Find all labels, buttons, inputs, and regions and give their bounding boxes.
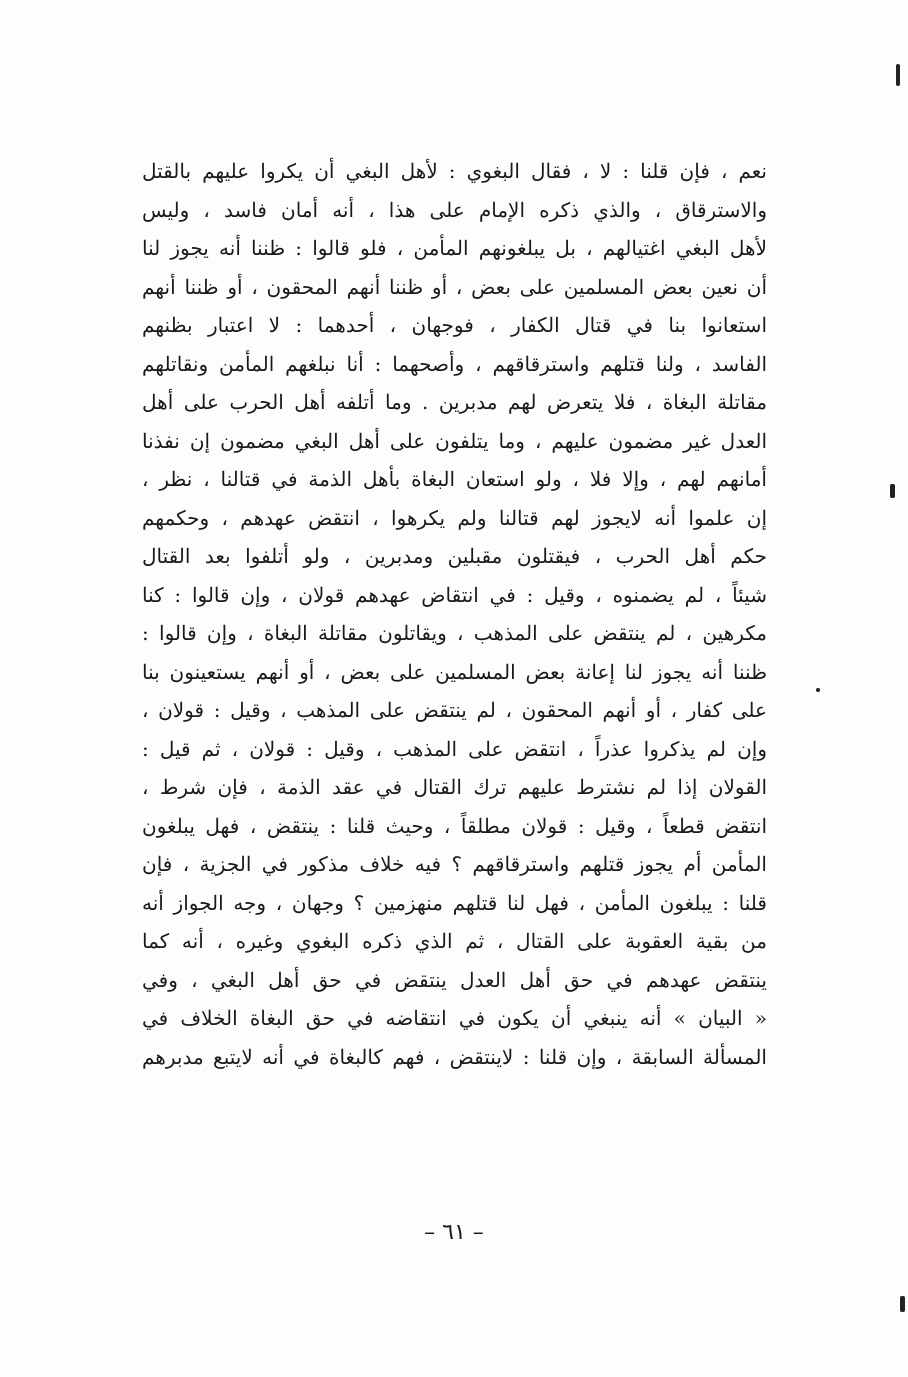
text-line: شيئاً ، لم يضمنوه ، وقيل : في انتقاض عهدهم قولان ، وإن قالوا : كنا xyxy=(142,582,767,607)
scan-speck xyxy=(890,484,895,498)
text-line: وإن لم يذكروا عذراً ، انتقض على المذهب ، وقيل : قولان ، ثم قيل : xyxy=(142,736,767,761)
text-line: أن نعين بعض المسلمين على بعض ، أو ظننا أنهم المحقون ، أو ظننا أنهم xyxy=(142,274,767,299)
text-line: القولان إذا لم نشترط عليهم ترك القتال في عقد الذمة ، فإن شرط ، xyxy=(142,775,767,799)
text-line: حكم أهل الحرب ، فيقتلون مقبلين ومدبرين ، ولو أتلفوا بعد القتال xyxy=(142,544,767,568)
body-text xyxy=(142,152,767,1076)
scan-speck xyxy=(816,688,820,692)
page-number: – ٦١ – xyxy=(424,1220,484,1245)
scan-speck xyxy=(896,64,900,86)
text-line: من بقية العقوبة على القتال ، ثم الذي ذكره البغوي وغيره ، أنه كما xyxy=(142,929,767,953)
text-line: العدل غير مضمون عليهم ، وما يتلفون على أهل البغي مضمون إن نفذنا xyxy=(142,428,767,453)
scan-speck xyxy=(900,1296,905,1312)
text-line: لأهل البغي اغتيالهم ، بل يبلغونهم المأمن ، فلو قالوا : ظننا أنه يجوز لنا xyxy=(142,236,767,260)
text-line: استعانوا بنا في قتال الكفار ، فوجهان ، أحدهما : لا اعتبار بظنهم xyxy=(142,313,767,337)
text-line: مقاتلة البغاة ، فلا يتعرض لهم مدبرين . وما أتلفه أهل الحرب على أهل xyxy=(142,390,767,414)
text-line: إن علموا أنه لايجوز لهم قتالنا ولم يكرهوا ، انتقض عهدهم ، وحكمهم xyxy=(142,505,767,530)
text-line: على كفار ، أو أنهم المحقون ، لم ينتقض على المذهب ، وقيل : قولان ، xyxy=(142,698,767,722)
text-line: نعم ، فإن قلنا : لا ، فقال البغوي : لأهل البغي أن يكروا عليهم بالقتل xyxy=(142,159,767,183)
text-line: « البيان » أنه ينبغي أن يكون في انتقاضه في حق البغاة الخلاف في xyxy=(142,1006,767,1030)
text-line: والاسترقاق ، والذي ذكره الإمام على هذا ، أنه أمان فاسد ، وليس xyxy=(142,197,767,222)
text-line: أمانهم لهم ، وإلا فلا ، ولو استعان البغاة بأهل الذمة في قتالنا ، نظر ، xyxy=(142,467,767,491)
text-line: مكرهين ، لم ينتقض على المذهب ، ويقاتلون مقاتلة البغاة ، وإن قالوا : xyxy=(142,621,767,645)
text-line: ينتقض عهدهم في حق أهل العدل ينتقض في حق أهل البغي ، وفي xyxy=(142,967,767,992)
text-line: المسألة السابقة ، وإن قلنا : لاينتقض ، فهم كالبغاة في أنه لايتبع مدبرهم xyxy=(142,1044,767,1069)
text-line: قلنا : يبلغون المأمن ، فهل لنا قتلهم منهزمين ؟ وجهان ، وجه الجواز أنه xyxy=(142,890,767,915)
text-line: المأمن أم يجوز قتلهم واسترقاقهم ؟ فيه خلاف مذكور في الجزية ، فإن xyxy=(142,852,767,876)
text-line: ظننا أنه يجوز لنا إعانة بعض المسلمين على بعض ، أو أنهم يستعينون بنا xyxy=(142,659,767,684)
text-line: الفاسد ، ولنا قتلهم واسترقاقهم ، وأصحهما : أنا نبلغهم المأمن ونقاتلهم xyxy=(142,351,767,376)
text-line: انتقض قطعاً ، وقيل : قولان مطلقاً ، وحيث قلنا : ينتقض ، فهل يبلغون xyxy=(142,813,767,838)
